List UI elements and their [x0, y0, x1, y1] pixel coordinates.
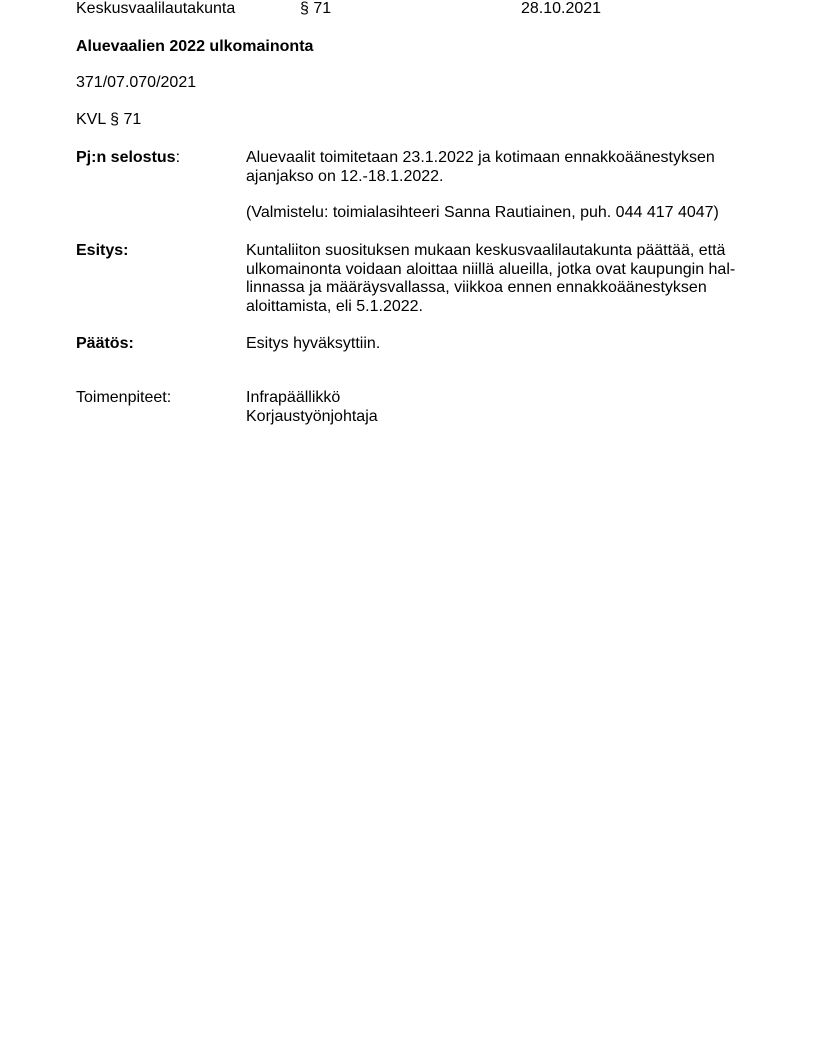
- record-number: 371/07.070/2021: [76, 74, 197, 91]
- preparer-note: (Valmistelu: toimialasihteeri Sanna Rautiainen, puh. 044 417 4047): [246, 204, 719, 221]
- presentation-label-bold: Pj:n selostus: [76, 149, 176, 166]
- presentation-text: [246, 149, 742, 186]
- presentation-label-colon: :: [175, 149, 181, 166]
- presentation-line: ajanjakso on 12.-18.1.2022.: [246, 167, 444, 185]
- recipient-item: Korjaustyönjohtaja: [246, 407, 378, 425]
- proposal-line: linnassa ja määräysvallassa, viikkoa ennen ennakkoäänestyksen: [246, 279, 707, 296]
- presentation-label: [76, 149, 180, 167]
- header-section-number: § 71: [300, 0, 332, 17]
- proposal-text: [246, 242, 742, 316]
- actions-recipients: [246, 389, 742, 426]
- presentation-line: Aluevaalit toimitetaan 23.1.2022 ja kotimaan ennakkoäänestyksen: [246, 149, 715, 166]
- decision-text: Esitys hyväksyttiin.: [246, 335, 381, 352]
- section-reference: KVL § 71: [76, 111, 142, 128]
- actions-label: Toimenpiteet:: [76, 389, 172, 406]
- decision-label: Päätös:: [76, 335, 134, 352]
- proposal-line: aloittamista, eli 5.1.2022.: [246, 297, 423, 315]
- proposal-label: Esitys:: [76, 242, 129, 259]
- proposal-line: Kuntaliiton suosituksen mukaan keskusvaalilautakunta päättää, että: [246, 242, 726, 259]
- header-date: 28.10.2021: [521, 0, 602, 17]
- header-body-name: Keskusvaalilautakunta: [76, 0, 236, 17]
- document-title: Aluevaalien 2022 ulkomainonta: [76, 38, 314, 55]
- recipient-item: Infrapäällikkö: [246, 389, 341, 406]
- proposal-line: ulkomainonta voidaan aloittaa niillä alueilla, jotka ovat kaupungin hal-: [246, 260, 736, 278]
